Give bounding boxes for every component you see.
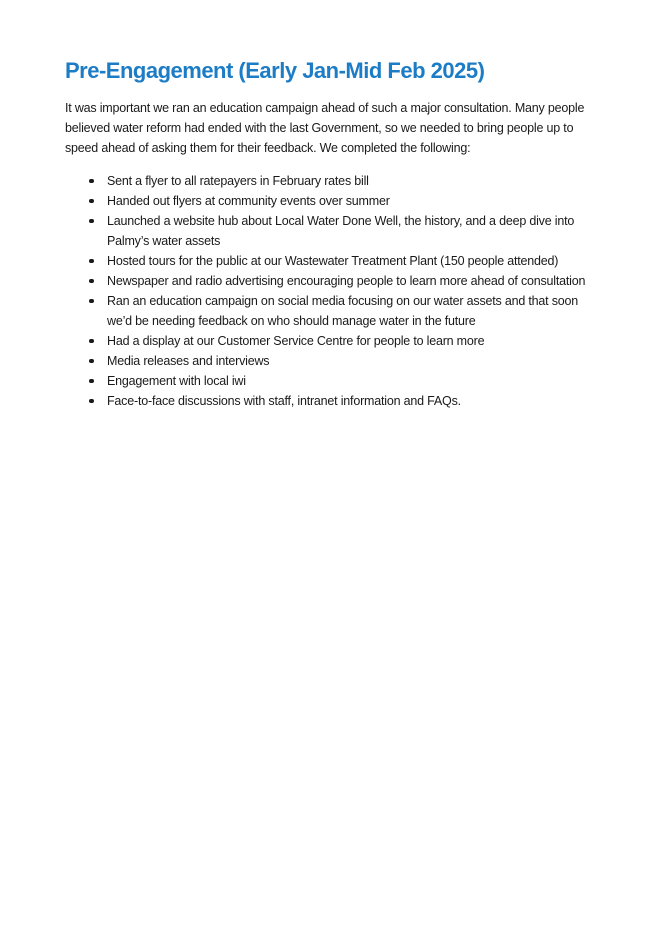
document-content — [65, 58, 587, 411]
list-item: Sent a flyer to all ratepayers in February rates bill — [107, 171, 587, 191]
pre-engagement-list — [65, 171, 587, 411]
intro-paragraph: It was important we ran an education campaign ahead of such a major consultation. Many people believed water reform had ended with the last Government, so we needed to bring people up to speed ahead of asking them for their feedback. We completed the following: — [65, 101, 585, 155]
list-item: Ran an education campaign on social media focusing on our water assets and that soon we’d be needing feedback on who should manage water in the future — [107, 291, 587, 331]
list-item: Engagement with local iwi — [107, 371, 587, 391]
list-item: Handed out flyers at community events over summer — [107, 191, 587, 211]
list-item: Newspaper and radio advertising encouraging people to learn more ahead of consultation — [107, 271, 587, 291]
list-item: Face-to-face discussions with staff, intranet information and FAQs. — [107, 391, 587, 411]
list-item: Hosted tours for the public at our Wastewater Treatment Plant (150 people attended) — [107, 251, 587, 271]
list-item: Launched a website hub about Local Water Done Well, the history, and a deep dive into Palmy’s water assets — [107, 211, 587, 251]
list-item: Media releases and interviews — [107, 351, 587, 371]
page-title: Pre-Engagement (Early Jan-Mid Feb 2025) — [65, 58, 485, 83]
list-item: Had a display at our Customer Service Centre for people to learn more — [107, 331, 587, 351]
